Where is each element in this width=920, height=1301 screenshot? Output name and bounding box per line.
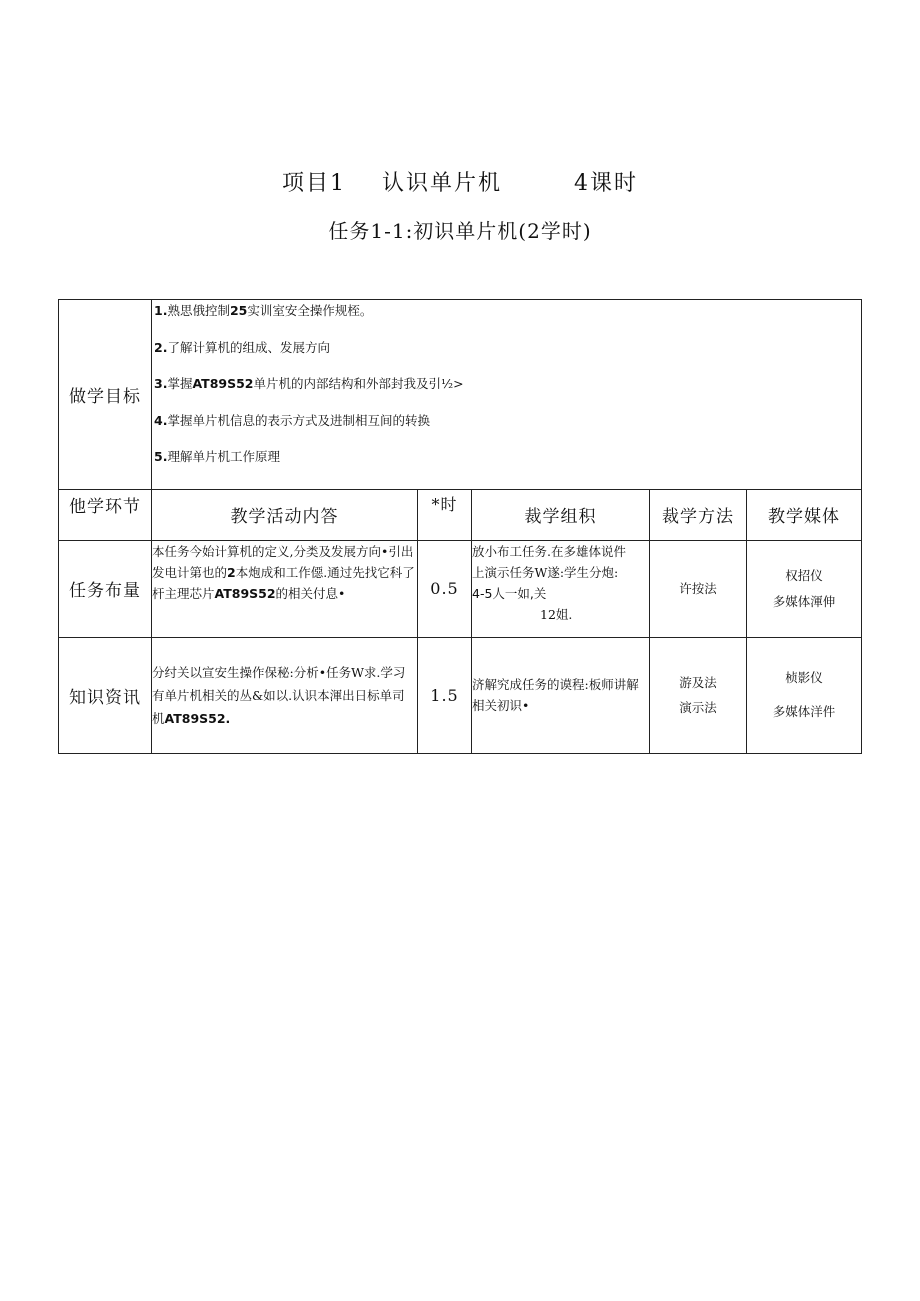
row-content-bold: AT89S52 — [214, 585, 276, 601]
row-organization-line: 4-5人一如,关 — [472, 585, 547, 601]
row-hours: 0.5 — [418, 540, 472, 637]
row-media-line: 桢影仪 — [785, 670, 823, 685]
objective-text: 实训室安全操作规桎。 — [247, 303, 373, 318]
objective-bold: AT89S52 — [192, 376, 254, 391]
row-organization — [472, 637, 650, 753]
objective-item — [154, 412, 861, 449]
objective-number: 2. — [154, 339, 168, 355]
objectives-list — [152, 300, 861, 489]
document-title: 项目1 认识单片机 4课时 — [282, 171, 638, 196]
objective-text: 掌握单片机信息的表示方式及进制相互间的转换 — [167, 412, 430, 428]
objective-text: 掌握 — [167, 376, 193, 391]
row-organization-line: 12姐. — [540, 606, 573, 622]
objective-text: 理解单片机工作原理 — [167, 449, 280, 464]
objective-text: 了解计算机的组成、发展方向 — [167, 339, 330, 355]
table-row — [59, 637, 862, 753]
row-content-text: 本任务今始计算机的定义,分类及发展方向•引出发电计第也的 — [152, 543, 414, 580]
row-stage: 知识资讯 — [59, 637, 152, 753]
document-subtitle: 任务1-1:初识单片机(2学时) — [328, 219, 592, 243]
row-media-line: 权招仪 — [785, 567, 823, 583]
row-content-text: 分纣关以宣安生操作保秘:分析•任务W求.学习有单片机相关的丛&如以.认识本渾出日标单司机 — [152, 664, 406, 726]
row-method-line: 游及法 — [679, 675, 717, 690]
header-stage: 他学环节 — [59, 489, 152, 540]
row-hours: 1.5 — [418, 637, 472, 753]
row-content-text: 本炮成和工作僫.通过先找它科了杆主理芯片 — [152, 564, 415, 601]
objective-number: 4. — [154, 412, 168, 428]
objective-item — [154, 339, 861, 376]
objective-bold: 25 — [229, 303, 248, 318]
lesson-plan-table — [58, 299, 862, 754]
row-content — [152, 637, 418, 753]
row-content-bold: 2 — [227, 564, 236, 580]
row-stage: 任务布量 — [59, 540, 152, 637]
objective-item — [154, 375, 861, 412]
row-organization — [472, 540, 650, 637]
row-organization-line: 上演示任务W遂:学生分炮: — [472, 564, 619, 580]
header-content: 教学活动内答 — [152, 489, 418, 540]
objective-text: 熟思俄控制 — [167, 303, 230, 318]
row-organization-line: 济解究成任务的谟程:板师讲解相关初识• — [472, 677, 639, 713]
objective-item — [154, 302, 861, 339]
row-content-text: 的相关付息• — [275, 585, 346, 601]
row-media — [747, 637, 862, 753]
objectives-row — [59, 300, 862, 490]
header-organization: 裁学组积 — [472, 489, 650, 540]
objective-text: 单片机的内部结构和外部封我及引½> — [253, 376, 464, 391]
objective-number: 1. — [154, 303, 168, 318]
row-media — [747, 540, 862, 637]
row-method-line: 演示法 — [679, 700, 717, 715]
row-media-line: 多媒体洋件 — [772, 704, 836, 719]
row-content — [152, 540, 418, 637]
objective-item — [154, 448, 861, 485]
row-method-line: 许按法 — [679, 581, 717, 596]
row-method — [650, 637, 747, 753]
row-method — [650, 540, 747, 637]
row-media-line: 多媒体渾伸 — [772, 593, 836, 609]
header-method: 裁学方法 — [650, 489, 747, 540]
objective-number: 5. — [154, 449, 168, 464]
objectives-label: 做学目标 — [59, 300, 152, 490]
table-row — [59, 540, 862, 637]
header-row — [59, 489, 862, 540]
row-content-bold: AT89S52. — [164, 710, 231, 726]
objective-number: 3. — [154, 376, 168, 391]
header-hours: *时 — [418, 489, 472, 540]
objectives-cell — [152, 300, 862, 490]
header-media: 教学媒体 — [747, 489, 862, 540]
row-organization-line: 放小布工任务.在多雄体说件 — [472, 543, 626, 559]
